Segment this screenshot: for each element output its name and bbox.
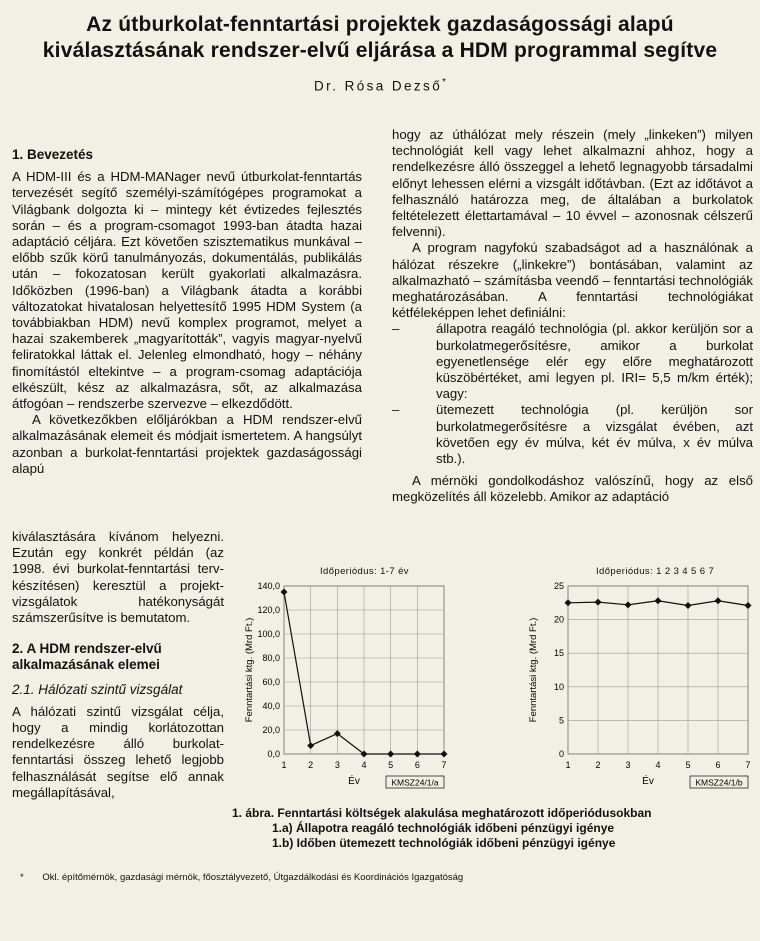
title-line-1: Az útburkolat-fenntartási projektek gazdaságossági alapú bbox=[86, 13, 674, 36]
section-1-paragraph-2-cont: kiválasztására kívánom helyezni. Ezután egy konkrét példán (az 1998. évi burkolat-fenntartási terv-készítésen) keresztül a projekt-vizsgálatok hatékonyságát számszerűsítve is bemutatom. bbox=[12, 529, 224, 626]
x-tick-label: 3 bbox=[625, 760, 631, 770]
x-tick-label: 6 bbox=[715, 760, 721, 770]
x-tick-label: 2 bbox=[308, 760, 314, 770]
title-line-2: kiválasztásának rendszer-elvű eljárása a HDM programmal segítve bbox=[42, 39, 718, 62]
y-tick-label: 140,0 bbox=[257, 581, 280, 591]
x-tick-label: 2 bbox=[595, 760, 601, 770]
list-dash: – bbox=[392, 402, 400, 418]
section-2-1-paragraph: A hálózati szintű vizsgálat célja, hogy a mindig korlátozottan rendelkezésre álló burkolat-fenntartási összeg lehető legjobb felhasználását segítse elő annak megállapításával, bbox=[12, 703, 224, 800]
y-tick-label: 120,0 bbox=[257, 605, 280, 615]
y-tick-label: 100,0 bbox=[257, 629, 280, 639]
figure-code: KMSZ24/1/b bbox=[695, 777, 743, 788]
x-tick-label: 1 bbox=[281, 760, 287, 770]
chart-1-period: Időperiódus: 1-7 év bbox=[320, 566, 409, 577]
footnote-text: Okl. építőmérnök, gazdasági mérnök, főosztályvezető, Útgazdálkodási és Koordinációs Igazgatóság bbox=[42, 872, 464, 883]
right-paragraph-1: hogy az úthálózat mely részein (mely „linkeken”) milyen technológiát kell vagy lehet alkalmazni ahhoz, hogy a rendelkezésre álló összeggel a lehető legnagyobb társadalmi előnyt lehessen elérni a vizsgált időtávban. (Ezt az időtávot a felhasználó határozza meg, de általában a burkolatok feltételezett élettartamával – 10 évvel – azonosnak célszerű felvenni). bbox=[392, 127, 753, 240]
y-axis-label: Fenntartási ktg. (Mrd Ft.) bbox=[244, 617, 255, 723]
caption-line-1: 1. ábra. Fenntartási költségek alakulása meghatározott időperiódusokban bbox=[232, 806, 652, 820]
data-point bbox=[745, 602, 752, 609]
y-tick-label: 10 bbox=[553, 681, 564, 692]
y-tick-label: 15 bbox=[553, 648, 564, 659]
y-tick-label: 20,0 bbox=[262, 725, 280, 735]
data-point bbox=[655, 597, 662, 604]
list-item-text: ütemezett technológia (pl. kerüljön sor burkolatmegerősítésre a vizsgálat évében, azt követően egy év múlva, két év múlva, x év múlva stb.). bbox=[436, 402, 753, 467]
chart-1 bbox=[232, 578, 460, 800]
left-column-narrow bbox=[12, 529, 224, 801]
list-dash: – bbox=[392, 321, 400, 337]
y-tick-label: 60,0 bbox=[262, 677, 280, 687]
section-2-1-heading: 2.1. Hálózati szintű vizsgálat bbox=[12, 681, 183, 697]
data-point bbox=[414, 751, 421, 758]
data-point bbox=[281, 589, 288, 596]
data-point bbox=[387, 751, 394, 758]
footnote bbox=[20, 872, 740, 883]
caption-line-3: 1.b) Időben ütemezett technológiák időbeni pénzügyi igénye bbox=[272, 836, 616, 850]
article-title bbox=[40, 12, 720, 64]
y-tick-label: 0,0 bbox=[267, 749, 280, 759]
figure-caption bbox=[232, 806, 752, 851]
section-2-heading: 2. A HDM rendszer-elvű alkalmazásának elemei bbox=[12, 641, 162, 673]
chart-2 bbox=[520, 578, 752, 800]
y-tick-label: 40,0 bbox=[262, 701, 280, 711]
list-item-text: állapotra reagáló technológia (pl. akkor kerüljön sor a burkolatmegerősítésre, amikor a burkolat egyenetlensége elér egy előre meghatározott küszöbértéket, ami legyen pl. IRI= 5,5 m/km érték); vagy: bbox=[436, 321, 753, 402]
x-tick-label: 7 bbox=[745, 760, 751, 770]
x-axis-label: Év bbox=[348, 776, 360, 787]
chart-2-period: Időperiódus: 1 2 3 4 5 6 7 bbox=[596, 566, 715, 577]
technology-list bbox=[392, 321, 753, 467]
x-tick-label: 4 bbox=[655, 760, 661, 770]
y-tick-label: 5 bbox=[558, 715, 564, 726]
figure-code: KMSZ24/1/a bbox=[391, 777, 439, 788]
list-item bbox=[392, 402, 753, 467]
right-paragraph-3: A mérnöki gondolkodáshoz valószínű, hogy az első megközelítés áll közelebb. Amikor az adaptáció bbox=[392, 473, 753, 505]
data-point bbox=[565, 599, 572, 606]
y-tick-label: 0 bbox=[558, 749, 564, 759]
x-tick-label: 3 bbox=[334, 760, 340, 770]
x-tick-label: 5 bbox=[388, 760, 394, 770]
data-point bbox=[625, 601, 632, 608]
x-tick-label: 4 bbox=[361, 760, 367, 770]
x-tick-label: 6 bbox=[414, 760, 420, 770]
data-point bbox=[307, 742, 314, 749]
section-1-paragraph-2: A következőkben előljárókban a HDM rendszer-elvű alkalmazásának elemeit és módjait ismertetem. A hangsúlyt azonban a burkolat-fenntartási projektek gazdaságossági alapú bbox=[12, 412, 362, 476]
data-point bbox=[715, 597, 722, 604]
x-tick-label: 5 bbox=[685, 760, 691, 770]
left-column bbox=[12, 147, 362, 477]
author-mark: * bbox=[442, 77, 447, 88]
y-tick-label: 20 bbox=[553, 614, 564, 625]
x-tick-label: 7 bbox=[441, 760, 447, 770]
data-point bbox=[685, 602, 692, 609]
x-tick-label: 1 bbox=[565, 760, 571, 770]
data-point bbox=[595, 599, 602, 606]
author bbox=[230, 77, 530, 94]
author-name: Dr. Rósa Dezső bbox=[313, 78, 443, 94]
section-1-paragraph-1: A HDM-III és a HDM-MANager nevű útburkolat-fenntartás tervezését segítő személyi-számítógépes programokat a Világbank dolgozta ki – mintegy két évtizedes fejlesztés során – és a program-csomagot 1993-ban átadta hazai adaptáció céljára. Ezt követően szisztematikus munkával – előbb szűk körű tanulmányozás, dokumentálás, publikálás után – fokozatosan került gyakorlati alkalmazásra. Időközben (1996-ban) a Világbank átadta a korábbi változatokat hivatalosan helyettesítő 1995 HDM System (a továbbiakban HDM) nevű komplex programot, melyet a hazai szakemberek „magyarították”, vagyis magyar-nyelvű feliratokkal láttak el. Jelenleg elmondható, hogy – néhány finomítástól eltekintve – a program-csomag adaptációja elkészült, kész az alkalmazásra, sőt, az alkalmazása átfogóan – rendszerbe szervezve – elkezdődött. bbox=[12, 169, 362, 412]
caption-line-2: 1.a) Állapotra reagáló technológiák időbeni pénzügyi igénye bbox=[272, 821, 615, 835]
y-tick-label: 25 bbox=[553, 581, 564, 591]
right-paragraph-2: A program nagyfokú szabadságot ad a használónak a hálózat részekre („linkekre”) bontásában, valamint az alkalmazható – számításba veendő – fenntartási technológiák meghatározásában. A fenntartási technológiákat kétféleképpen lehet definiálni: bbox=[392, 240, 753, 321]
y-axis-label: Fenntartási ktg. (Mrd Ft.) bbox=[528, 617, 539, 723]
footnote-mark: * bbox=[20, 872, 24, 883]
list-item bbox=[392, 321, 753, 402]
y-tick-label: 80,0 bbox=[262, 653, 280, 663]
x-axis-label: Év bbox=[642, 776, 654, 787]
data-point bbox=[441, 751, 448, 758]
section-1-heading: 1. Bevezetés bbox=[12, 147, 94, 162]
right-column bbox=[392, 127, 753, 506]
